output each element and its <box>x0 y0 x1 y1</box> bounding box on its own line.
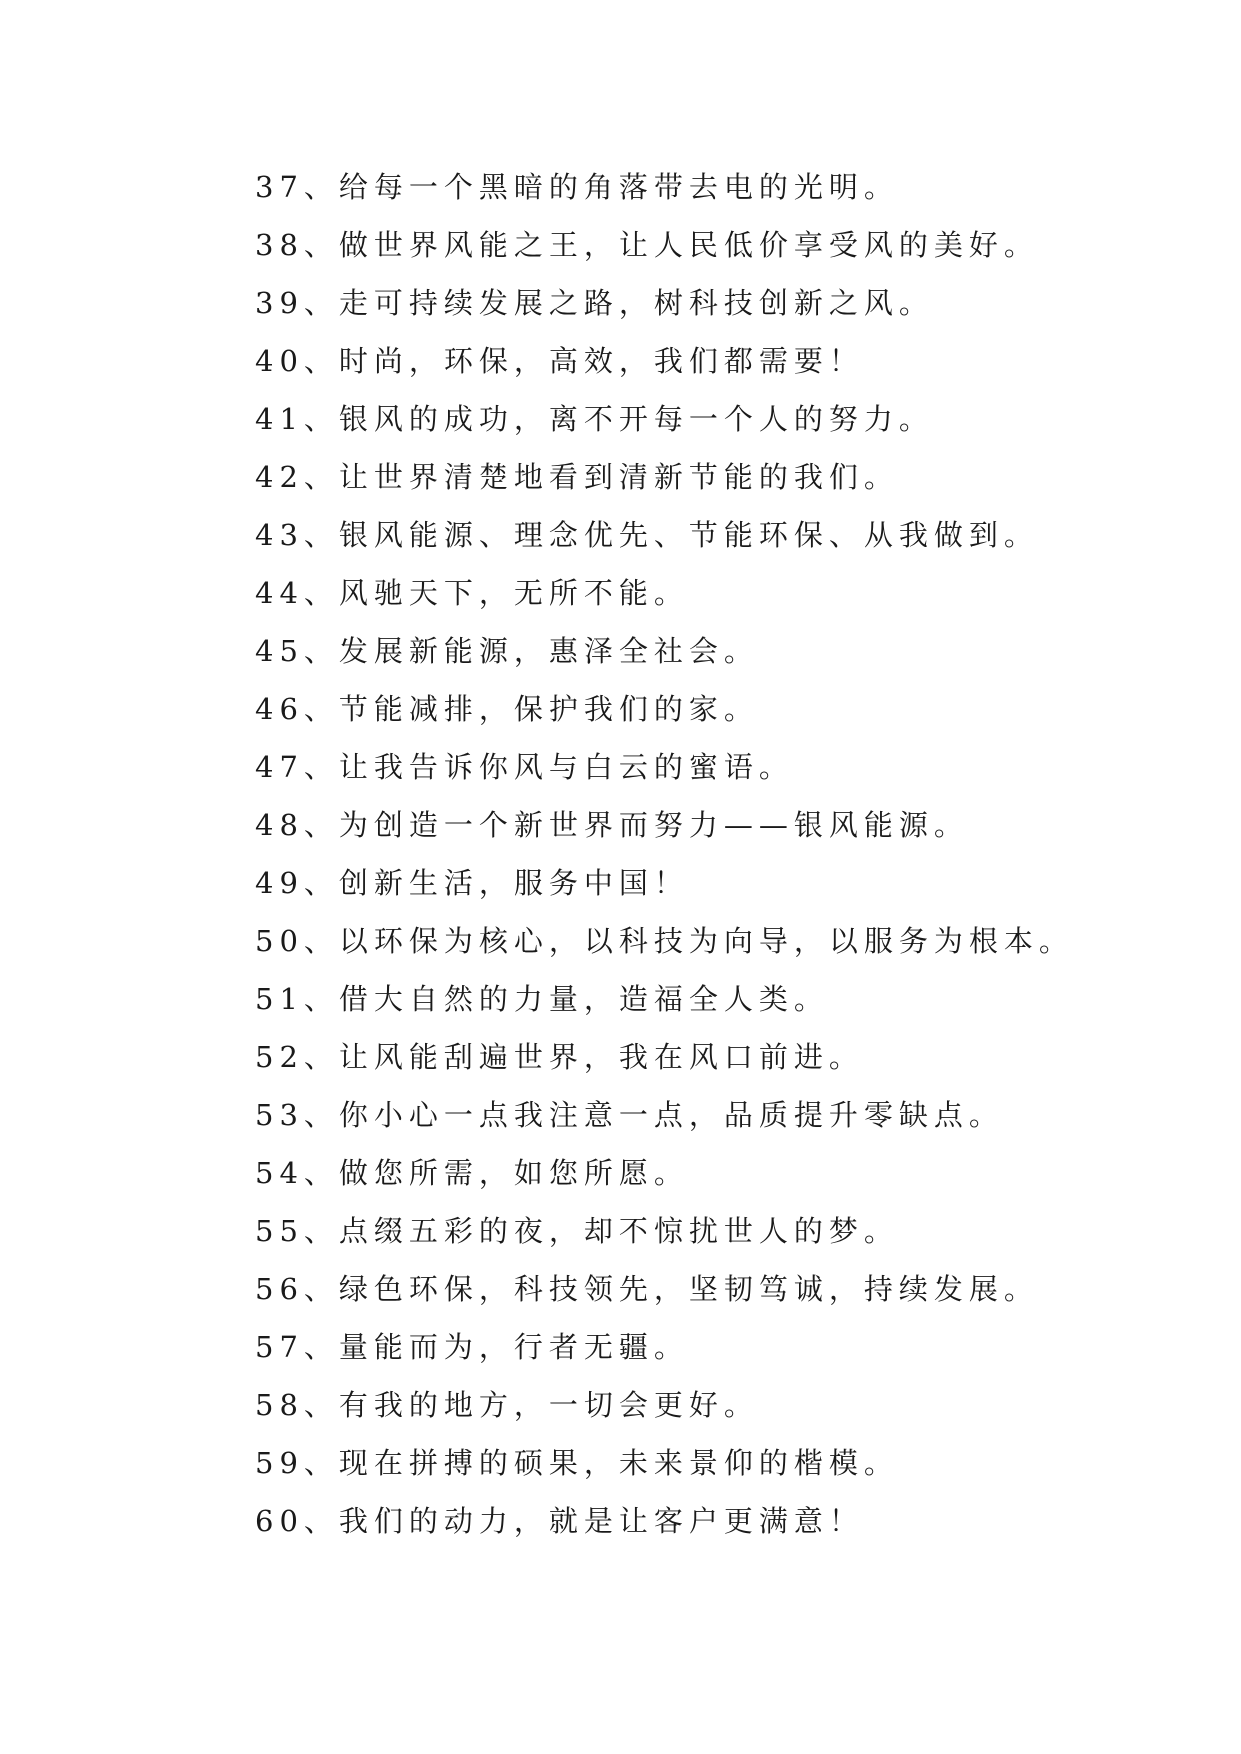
slogan-line: 58、有我的地方，一切会更好。 <box>255 1388 759 1422</box>
slogan-line: 47、让我告诉你风与白云的蜜语。 <box>255 750 794 784</box>
slogan-line: 37、给每一个黑暗的角落带去电的光明。 <box>255 170 899 204</box>
slogan-line: 40、时尚，环保，高效，我们都需要！ <box>255 344 864 378</box>
slogan-line: 39、走可持续发展之路，树科技创新之风。 <box>255 286 934 320</box>
slogan-line: 38、做世界风能之王，让人民低价享受风的美好。 <box>255 228 1039 262</box>
slogan-line: 49、创新生活，服务中国！ <box>255 866 689 900</box>
slogan-line: 51、借大自然的力量，造福全人类。 <box>255 982 829 1016</box>
slogan-line: 56、绿色环保，科技领先，坚韧笃诚，持续发展。 <box>255 1272 1039 1306</box>
slogan-line: 55、点缀五彩的夜，却不惊扰世人的梦。 <box>255 1214 899 1248</box>
slogan-list <box>255 158 1155 1550</box>
slogan-line: 41、银风的成功，离不开每一个人的努力。 <box>255 402 934 436</box>
slogan-line: 48、为创造一个新世界而努力——银风能源。 <box>255 808 969 842</box>
slogan-line: 42、让世界清楚地看到清新节能的我们。 <box>255 460 899 494</box>
slogan-line: 54、做您所需，如您所愿。 <box>255 1156 689 1190</box>
slogan-line: 43、银风能源、理念优先、节能环保、从我做到。 <box>255 518 1039 552</box>
slogan-line: 60、我们的动力，就是让客户更满意！ <box>255 1504 864 1538</box>
slogan-line: 59、现在拼搏的硕果，未来景仰的楷模。 <box>255 1446 899 1480</box>
slogan-line: 53、你小心一点我注意一点，品质提升零缺点。 <box>255 1098 1004 1132</box>
slogan-line: 52、让风能刮遍世界，我在风口前进。 <box>255 1040 864 1074</box>
slogan-line: 50、以环保为核心，以科技为向导，以服务为根本。 <box>255 924 1074 958</box>
slogan-line: 46、节能减排，保护我们的家。 <box>255 692 759 726</box>
slogan-line: 57、量能而为，行者无疆。 <box>255 1330 689 1364</box>
slogan-line: 45、发展新能源，惠泽全社会。 <box>255 634 759 668</box>
slogan-line: 44、风驰天下，无所不能。 <box>255 576 689 610</box>
